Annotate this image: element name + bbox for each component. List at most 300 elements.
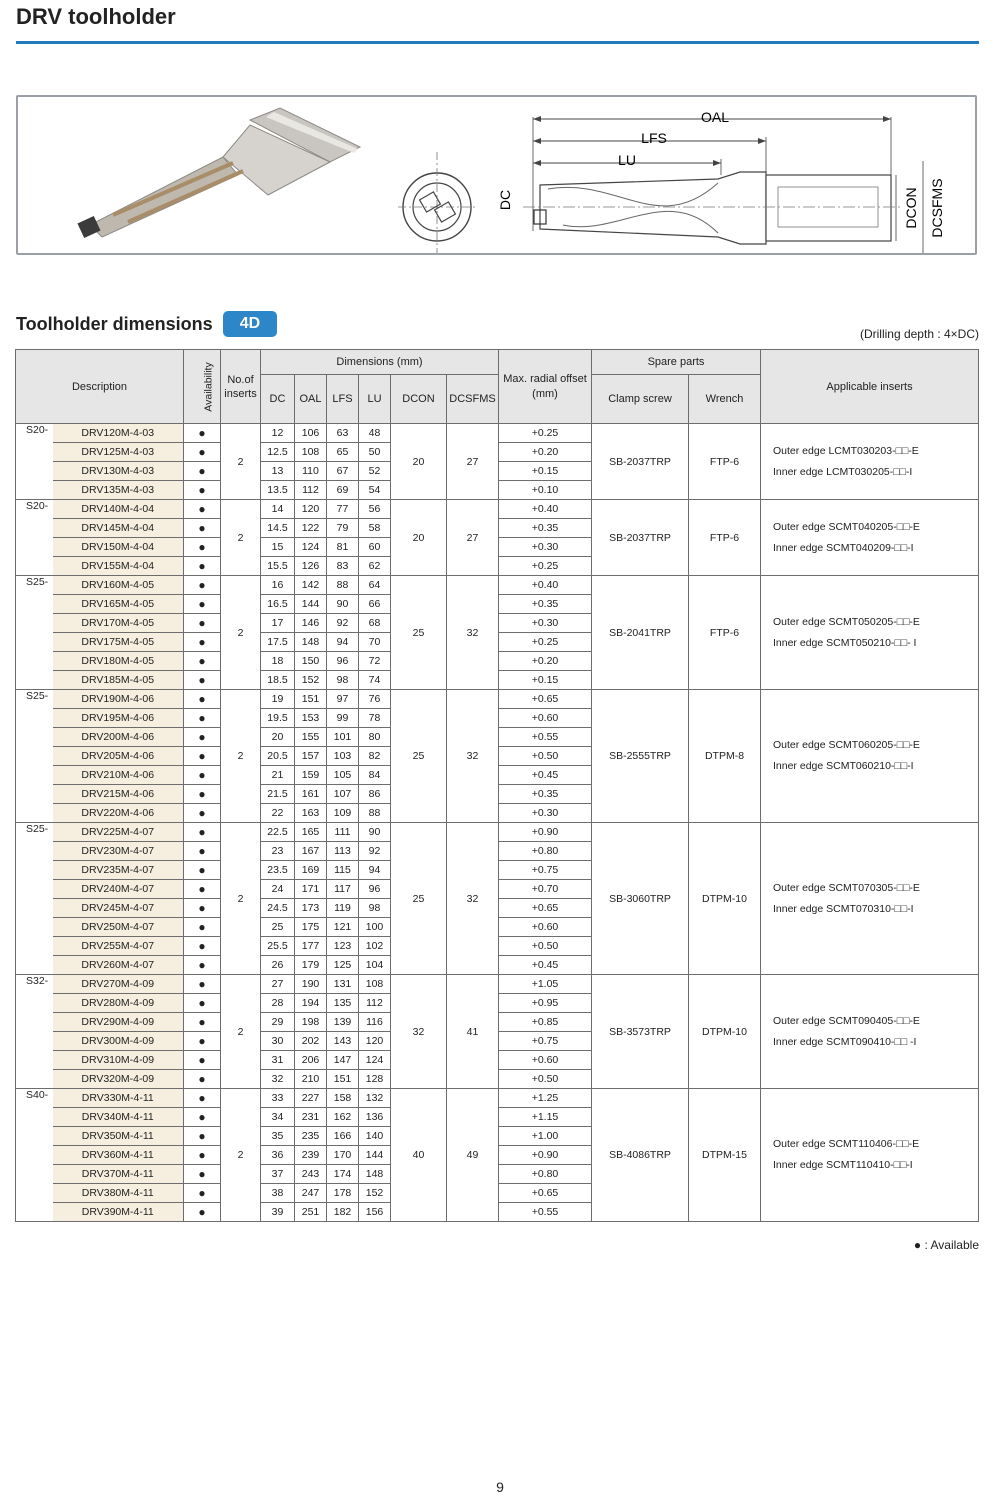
lfs-cell: 121 [327,918,359,937]
lu-cell: 60 [359,538,391,557]
availability-dot: ● [184,690,221,709]
oal-cell: 120 [295,500,327,519]
availability-dot: ● [184,538,221,557]
dc-cell: 19.5 [261,709,295,728]
page-title: DRV toolholder [16,4,176,29]
model-cell: DRV160M-4-05 [53,576,184,595]
drilling-depth-note: (Drilling depth : 4×DC) [859,327,979,341]
lfs-cell: 170 [327,1146,359,1165]
outer-edge-insert: Outer edge SCMT040205-□□-E [773,520,920,533]
dc-cell: 19 [261,690,295,709]
page-number: 9 [496,1479,504,1495]
title-rule [16,41,979,44]
lu-cell: 58 [359,519,391,538]
wrench-cell: DTPM-15 [689,1089,761,1222]
oal-cell: 194 [295,994,327,1013]
availability-dot: ● [184,652,221,671]
availability-dot: ● [184,443,221,462]
offset-cell: +0.20 [499,652,592,671]
lu-cell: 100 [359,918,391,937]
availability-dot: ● [184,1070,221,1089]
dc-cell: 18 [261,652,295,671]
applicable-inserts-cell [761,975,979,1089]
dc-cell: 14 [261,500,295,519]
dc-cell: 23 [261,842,295,861]
applicable-inserts-cell [761,823,979,975]
dc-cell: 22 [261,804,295,823]
availability-dot: ● [184,1184,221,1203]
offset-cell: +0.25 [499,557,592,576]
model-cell: DRV340M-4-11 [53,1108,184,1127]
model-cell: DRV360M-4-11 [53,1146,184,1165]
offset-cell: +0.50 [499,747,592,766]
lu-cell: 76 [359,690,391,709]
lu-cell: 66 [359,595,391,614]
dc-cell: 24 [261,880,295,899]
dc-cell: 35 [261,1127,295,1146]
header-wrench: Wrench [689,375,761,424]
lfs-cell: 88 [327,576,359,595]
inserts-count: 2 [221,500,261,576]
lfs-cell: 113 [327,842,359,861]
lfs-cell: 174 [327,1165,359,1184]
inserts-count: 2 [221,576,261,690]
offset-cell: +0.60 [499,709,592,728]
toolholder-end-view [398,152,476,255]
lfs-cell: 117 [327,880,359,899]
label-dcon: DCON [903,187,919,229]
dc-cell: 30 [261,1032,295,1051]
oal-cell: 157 [295,747,327,766]
lu-cell: 152 [359,1184,391,1203]
outer-edge-insert: Outer edge LCMT030203-□□-E [773,444,919,457]
lu-cell: 82 [359,747,391,766]
offset-cell: +0.60 [499,918,592,937]
lu-cell: 78 [359,709,391,728]
availability-dot: ● [184,804,221,823]
dc-cell: 24.5 [261,899,295,918]
availability-dot: ● [184,880,221,899]
lfs-cell: 101 [327,728,359,747]
lu-cell: 96 [359,880,391,899]
oal-cell: 112 [295,481,327,500]
oal-cell: 148 [295,633,327,652]
applicable-inserts-cell [761,1089,979,1222]
model-cell: DRV330M-4-11 [53,1089,184,1108]
lu-cell: 64 [359,576,391,595]
lfs-cell: 97 [327,690,359,709]
label-oal: OAL [700,109,730,125]
offset-cell: +0.90 [499,823,592,842]
oal-cell: 243 [295,1165,327,1184]
depth-badge: 4D [223,311,277,337]
dcsfms-cell: 32 [447,576,499,690]
model-cell: DRV270M-4-09 [53,975,184,994]
offset-cell: +0.40 [499,500,592,519]
inserts-count: 2 [221,424,261,500]
lfs-cell: 109 [327,804,359,823]
availability-dot: ● [184,462,221,481]
model-cell: DRV125M-4-03 [53,443,184,462]
header-dimensions: Dimensions (mm) [261,350,499,375]
oal-cell: 153 [295,709,327,728]
dc-cell: 26 [261,956,295,975]
lu-cell: 128 [359,1070,391,1089]
lfs-cell: 67 [327,462,359,481]
model-cell: DRV200M-4-06 [53,728,184,747]
header-lfs: LFS [327,375,359,424]
availability-dot: ● [184,633,221,652]
offset-cell: +0.30 [499,804,592,823]
header-dcsfms: DCSFMS [447,375,499,424]
outer-edge-insert: Outer edge SCMT060205-□□-E [773,739,920,751]
dc-cell: 18.5 [261,671,295,690]
dc-cell: 16.5 [261,595,295,614]
header-no-inserts: No.of inserts [221,350,261,424]
offset-cell: +0.95 [499,994,592,1013]
dc-cell: 12.5 [261,443,295,462]
oal-cell: 161 [295,785,327,804]
dc-cell: 29 [261,1013,295,1032]
dc-cell: 14.5 [261,519,295,538]
offset-cell: +0.55 [499,728,592,747]
lfs-cell: 92 [327,614,359,633]
availability-dot: ● [184,1165,221,1184]
offset-cell: +0.20 [499,443,592,462]
model-cell: DRV280M-4-09 [53,994,184,1013]
offset-cell: +1.00 [499,1127,592,1146]
size-label: S32- [16,975,53,1089]
oal-cell: 108 [295,443,327,462]
header-description: Description [16,350,184,424]
lfs-cell: 178 [327,1184,359,1203]
oal-cell: 106 [295,424,327,443]
model-cell: DRV145M-4-04 [53,519,184,538]
lu-cell: 92 [359,842,391,861]
availability-dot: ● [184,1108,221,1127]
outer-edge-insert: Outer edge SCMT070305-□□-E [773,881,920,894]
availability-dot: ● [184,956,221,975]
model-cell: DRV390M-4-11 [53,1203,184,1222]
model-cell: DRV260M-4-07 [53,956,184,975]
model-cell: DRV225M-4-07 [53,823,184,842]
dcon-cell: 25 [391,576,447,690]
dc-cell: 12 [261,424,295,443]
inserts-count: 2 [221,823,261,975]
lu-cell: 54 [359,481,391,500]
dc-cell: 15 [261,538,295,557]
lu-cell: 88 [359,804,391,823]
header-spare-parts: Spare parts [592,350,761,375]
clamp-screw-cell: SB-3060TRP [592,823,689,975]
offset-cell: +0.35 [499,785,592,804]
model-cell: DRV165M-4-05 [53,595,184,614]
model-cell: DRV220M-4-06 [53,804,184,823]
offset-cell: +1.05 [499,975,592,994]
model-cell: DRV310M-4-09 [53,1051,184,1070]
model-cell: DRV380M-4-11 [53,1184,184,1203]
lfs-cell: 83 [327,557,359,576]
model-cell: DRV215M-4-06 [53,785,184,804]
oal-cell: 126 [295,557,327,576]
offset-cell: +0.35 [499,595,592,614]
model-cell: DRV155M-4-04 [53,557,184,576]
header-max-radial-offset: Max. radial offset (mm) [499,350,592,424]
lfs-cell: 65 [327,443,359,462]
dc-cell: 34 [261,1108,295,1127]
wrench-cell: FTP-6 [689,424,761,500]
table-row [16,500,979,519]
oal-cell: 247 [295,1184,327,1203]
oal-cell: 210 [295,1070,327,1089]
header-oal: OAL [295,375,327,424]
header-clamp-screw: Clamp screw [592,375,689,424]
dc-cell: 31 [261,1051,295,1070]
model-cell: DRV370M-4-11 [53,1165,184,1184]
table-row [16,690,979,709]
model-cell: DRV350M-4-11 [53,1127,184,1146]
availability-dot: ● [184,823,221,842]
clamp-screw-cell: SB-3573TRP [592,975,689,1089]
dc-cell: 22.5 [261,823,295,842]
lu-cell: 86 [359,785,391,804]
lfs-cell: 125 [327,956,359,975]
offset-cell: +0.50 [499,1070,592,1089]
availability-dot: ● [184,671,221,690]
oal-cell: 152 [295,671,327,690]
lfs-cell: 162 [327,1108,359,1127]
availability-dot: ● [184,1013,221,1032]
oal-cell: 173 [295,899,327,918]
availability-dot: ● [184,576,221,595]
availability-dot: ● [184,1203,221,1222]
dcon-cell: 25 [391,690,447,823]
label-dcsfms: DCSFMS [929,178,945,238]
model-cell: DRV250M-4-07 [53,918,184,937]
size-label: S25- [16,576,53,690]
dcsfms-cell: 27 [447,424,499,500]
model-cell: DRV210M-4-06 [53,766,184,785]
toolholder-drawing [18,97,977,255]
header-dcon: DCON [391,375,447,424]
size-label: S40- [16,1089,53,1222]
offset-cell: +0.65 [499,690,592,709]
dc-cell: 37 [261,1165,295,1184]
availability-dot: ● [184,1051,221,1070]
dc-cell: 25 [261,918,295,937]
lu-cell: 120 [359,1032,391,1051]
lfs-cell: 166 [327,1127,359,1146]
oal-cell: 251 [295,1203,327,1222]
lu-cell: 80 [359,728,391,747]
model-cell: DRV240M-4-07 [53,880,184,899]
oal-cell: 202 [295,1032,327,1051]
oal-cell: 198 [295,1013,327,1032]
offset-cell: +0.25 [499,424,592,443]
applicable-inserts-cell [761,500,979,576]
lu-cell: 68 [359,614,391,633]
inserts-count: 2 [221,1089,261,1222]
clamp-screw-cell: SB-2037TRP [592,500,689,576]
lfs-cell: 123 [327,937,359,956]
offset-cell: +0.15 [499,671,592,690]
lfs-cell: 63 [327,424,359,443]
table-row [16,424,979,443]
lfs-cell: 107 [327,785,359,804]
offset-cell: +0.35 [499,519,592,538]
oal-cell: 177 [295,937,327,956]
applicable-inserts-cell [761,424,979,500]
oal-cell: 146 [295,614,327,633]
lu-cell: 70 [359,633,391,652]
availability-dot: ● [184,557,221,576]
lu-cell: 144 [359,1146,391,1165]
dc-cell: 17.5 [261,633,295,652]
dc-cell: 28 [261,994,295,1013]
dcsfms-cell: 41 [447,975,499,1089]
model-cell: DRV120M-4-03 [53,424,184,443]
table-row [16,975,979,994]
label-lfs: LFS [641,130,667,146]
lfs-cell: 131 [327,975,359,994]
table-row [16,1089,979,1108]
dc-cell: 39 [261,1203,295,1222]
clamp-screw-cell: SB-2037TRP [592,424,689,500]
availability-dot: ● [184,766,221,785]
dcon-cell: 20 [391,424,447,500]
offset-cell: +0.65 [499,899,592,918]
availability-dot: ● [184,481,221,500]
oal-cell: 124 [295,538,327,557]
model-cell: DRV175M-4-05 [53,633,184,652]
wrench-cell: DTPM-8 [689,690,761,823]
outer-edge-insert: Outer edge SCMT050205-□□-E [773,615,920,628]
oal-cell: 144 [295,595,327,614]
oal-cell: 190 [295,975,327,994]
model-cell: DRV170M-4-05 [53,614,184,633]
model-cell: DRV300M-4-09 [53,1032,184,1051]
offset-cell: +0.55 [499,1203,592,1222]
lfs-cell: 115 [327,861,359,880]
toolholder-side-view [523,116,923,255]
wrench-cell: DTPM-10 [689,975,761,1089]
oal-cell: 227 [295,1089,327,1108]
model-cell: DRV185M-4-05 [53,671,184,690]
lfs-cell: 105 [327,766,359,785]
offset-cell: +1.15 [499,1108,592,1127]
availability-dot: ● [184,937,221,956]
dc-cell: 16 [261,576,295,595]
lu-cell: 48 [359,424,391,443]
outer-edge-insert: Outer edge SCMT090405-□□-E [773,1014,920,1027]
model-cell: DRV245M-4-07 [53,899,184,918]
model-cell: DRV140M-4-04 [53,500,184,519]
clamp-screw-cell: SB-4086TRP [592,1089,689,1222]
oal-cell: 163 [295,804,327,823]
lfs-cell: 94 [327,633,359,652]
offset-cell: +1.25 [499,1089,592,1108]
oal-cell: 239 [295,1146,327,1165]
label-lu: LU [618,152,636,168]
toolholder-photo [77,108,360,238]
applicable-inserts-cell [761,576,979,690]
inner-edge-insert: Inner edge SCMT040209-□□-I [773,541,914,554]
availability-dot: ● [184,861,221,880]
offset-cell: +0.50 [499,937,592,956]
availability-dot: ● [184,424,221,443]
oal-cell: 142 [295,576,327,595]
inner-edge-insert: Inner edge SCMT110410-□□-I [773,1159,913,1171]
lu-cell: 136 [359,1108,391,1127]
oal-cell: 231 [295,1108,327,1127]
oal-cell: 110 [295,462,327,481]
dcsfms-cell: 49 [447,1089,499,1222]
dc-cell: 33 [261,1089,295,1108]
inner-edge-insert: Inner edge SCMT050210-□□- I [773,636,917,649]
size-label: S20- [16,424,53,500]
lfs-cell: 147 [327,1051,359,1070]
lu-cell: 132 [359,1089,391,1108]
dc-cell: 20 [261,728,295,747]
oal-cell: 122 [295,519,327,538]
clamp-screw-cell: SB-2555TRP [592,690,689,823]
availability-dot: ● [184,614,221,633]
toolholder-figure [16,95,977,255]
clamp-screw-cell: SB-2041TRP [592,576,689,690]
dc-cell: 36 [261,1146,295,1165]
oal-cell: 151 [295,690,327,709]
availability-dot: ● [184,842,221,861]
lu-cell: 90 [359,823,391,842]
dcon-cell: 25 [391,823,447,975]
oal-cell: 159 [295,766,327,785]
oal-cell: 169 [295,861,327,880]
offset-cell: +0.25 [499,633,592,652]
lu-cell: 84 [359,766,391,785]
offset-cell: +0.15 [499,462,592,481]
availability-dot: ● [184,500,221,519]
offset-cell: +0.80 [499,842,592,861]
dc-cell: 21.5 [261,785,295,804]
offset-cell: +0.65 [499,1184,592,1203]
lfs-cell: 103 [327,747,359,766]
model-cell: DRV130M-4-03 [53,462,184,481]
availability-dot: ● [184,1146,221,1165]
dcsfms-cell: 27 [447,500,499,576]
availability-dot: ● [184,1089,221,1108]
availability-legend: ● : Available [913,1238,979,1252]
lfs-cell: 81 [327,538,359,557]
availability-dot: ● [184,519,221,538]
lu-cell: 52 [359,462,391,481]
offset-cell: +0.80 [499,1165,592,1184]
table-row [16,823,979,842]
table-row [16,576,979,595]
lu-cell: 56 [359,500,391,519]
lu-cell: 50 [359,443,391,462]
offset-cell: +0.90 [499,1146,592,1165]
availability-dot: ● [184,747,221,766]
dc-cell: 21 [261,766,295,785]
offset-cell: +0.75 [499,861,592,880]
model-cell: DRV230M-4-07 [53,842,184,861]
wrench-cell: FTP-6 [689,576,761,690]
dc-cell: 38 [261,1184,295,1203]
offset-cell: +0.30 [499,614,592,633]
lfs-cell: 119 [327,899,359,918]
dc-cell: 32 [261,1070,295,1089]
oal-cell: 175 [295,918,327,937]
